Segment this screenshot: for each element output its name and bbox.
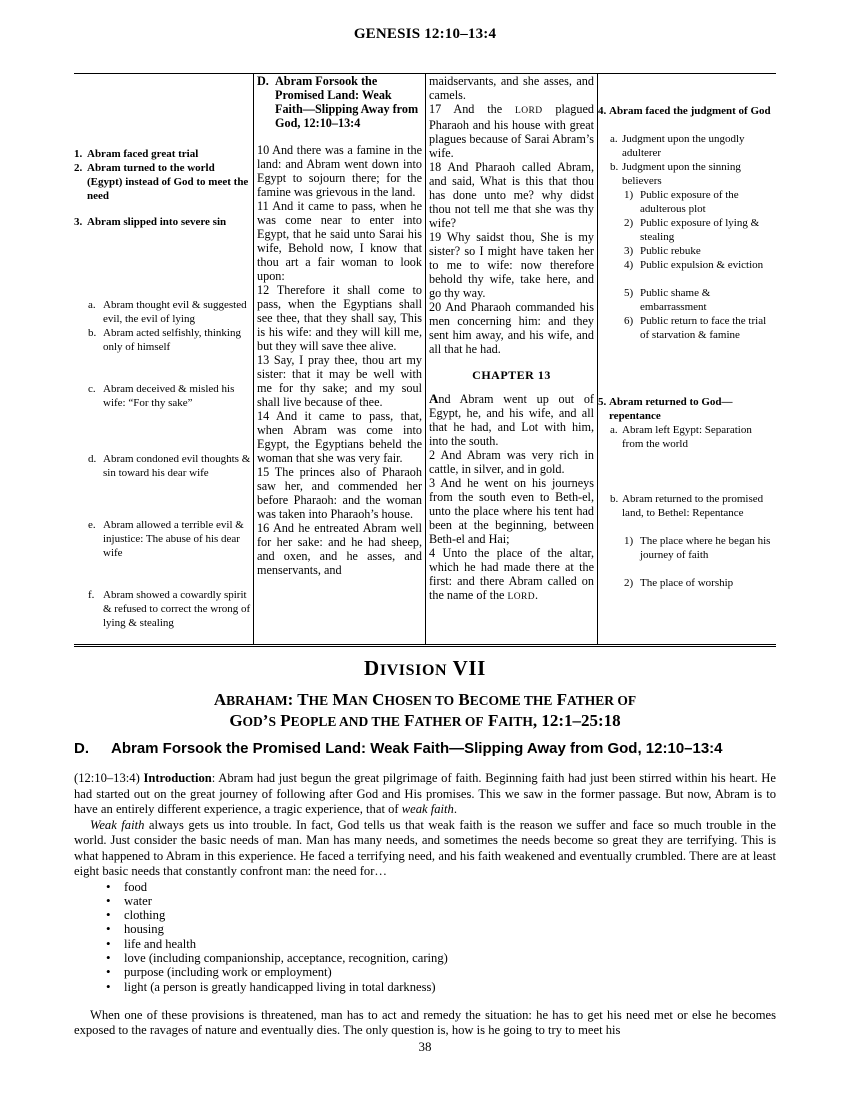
verse-13-1: And Abram went up out of Egypt, he, and his wife, and all that he had, and Lot with him, into the south. bbox=[429, 391, 594, 448]
title-segment: F bbox=[399, 711, 415, 730]
section-heading: D. Abram Forsook the Promised Land: Weak Faith—Slipping Away from God, 12:10–13:4 bbox=[74, 740, 723, 757]
outline-point-4b-1: 1) Public exposure of the adulterous plot bbox=[624, 189, 739, 215]
lord-smallcaps: LORD bbox=[515, 106, 543, 116]
lord-smallcaps: LORD bbox=[507, 592, 535, 602]
title-segment: AN bbox=[348, 693, 368, 708]
verse-13-3: 3 And he went on his journeys from the south even to Beth-el, unto the place where his tent had been at the beginning, between Beth-el and Hai; bbox=[429, 476, 594, 546]
scripture-column-1 bbox=[254, 74, 426, 644]
intro-paragraph: (12:10–13:4) Introduction: Abram had just begun the great pilgrimage of faith. Beginning faith had just been stirred within his heart. He had started out on the great journey of following after God and His promises. This we saw in the former passage. But now, Abram is to have an entirely different experience, a tragic experience, that of weak faith. bbox=[74, 771, 776, 816]
title-segment: : T bbox=[287, 690, 309, 709]
chapter-heading: CHAPTER 13 bbox=[472, 368, 551, 382]
verse-12-20: 20 And Pharaoh commanded his men concerning him: and they sent him away, and his wife, and all that he had. bbox=[429, 300, 594, 356]
scripture-column-2 bbox=[426, 74, 598, 644]
outline-point-5a: a. Abram left Egypt: Separation from the world bbox=[610, 424, 752, 450]
outline-point-2: 2. Abram turned to the world (Egypt) instead of God to meet the need bbox=[74, 162, 249, 202]
outline-point-5b: b. Abram returned to the promised land, to Bethel: Repentance bbox=[610, 493, 764, 519]
list-item: • purpose (including work or employment) bbox=[106, 965, 776, 979]
outline-column-left bbox=[74, 74, 254, 644]
scripture-section-heading: D. Abram Forsook the Promised Land: Weak Faith—Slipping Away from God, 12:10–13:4 bbox=[257, 74, 419, 130]
outline-subpoint-f: f. Abram showed a cowardly spirit & refused to correct the wrong of lying & stealing bbox=[88, 589, 251, 629]
list-item: • housing bbox=[106, 922, 776, 936]
outline-point-5b-1: 1) The place where he began his journey of faith bbox=[624, 535, 771, 561]
table-bottom-rule bbox=[74, 646, 776, 647]
list-item: • water bbox=[106, 894, 776, 908]
weak-faith-paragraph: Weak faith always gets us into trouble. In fact, God tells us that weak faith is the reason we suffer and face so much trouble in the world. Just consider the basic needs of man. Man has many needs, and sometimes the needs become so great they are terrifying. This is what happened to Abram in this experience. He faced a terrifying need, and his faith weakened and eventually crumbled. There are at least eight basic needs that constantly confront man: the need for… bbox=[74, 817, 776, 878]
title-segment: S bbox=[268, 714, 276, 729]
page-number: 38 bbox=[418, 1039, 432, 1054]
verse-12-11: 11 And it came to pass, when he was come near to enter into Egypt, that he said unto Sarai his wife, Behold now, I know that thou art a fair woman to look upon: bbox=[257, 199, 422, 283]
outline-point-4: 4. Abram faced the judgment of God bbox=[598, 105, 771, 117]
verse-12-14: 14 And it came to pass, that, when Abram was come into Egypt, the Egyptians beheld the woman that she was very fair. bbox=[257, 409, 422, 465]
outline-point-4b: b. Judgment upon the sinning believers bbox=[610, 161, 741, 187]
title-segment: F bbox=[552, 690, 567, 709]
title-segment: G bbox=[229, 711, 243, 730]
outline-subpoint-b: b. Abram acted selfishly, thinking only of himself bbox=[88, 327, 241, 353]
division-heading: DIVISION VII bbox=[364, 656, 486, 680]
title-segment: A bbox=[213, 690, 227, 709]
outline-subpoint-d: d. Abram condoned evil thoughts & sin toward his dear wife bbox=[88, 453, 251, 479]
verse-13-2: 2 And Abram was very rich in cattle, in silver, and in gold. bbox=[429, 448, 594, 476]
list-item: • life and health bbox=[106, 937, 776, 951]
title-segment: AITH bbox=[498, 714, 533, 729]
title-segment: ATHER OF bbox=[566, 693, 637, 708]
commentary-body bbox=[74, 771, 776, 1039]
title-segment: ECOME THE bbox=[469, 693, 553, 708]
outline-point-5: 5. Abram returned to God—repentance bbox=[598, 396, 733, 422]
title-segment: EOPLE AND THE bbox=[290, 714, 400, 729]
outline-point-1: 1. Abram faced great trial bbox=[74, 148, 199, 160]
outline-point-4b-5: 5) Public shame & embarrassment bbox=[624, 287, 711, 313]
verse-13-4: 4 Unto the place of the altar, which he had made there at the first: and there Abram called on the name of the LORD. bbox=[429, 546, 594, 602]
title-segment: ’ bbox=[262, 711, 269, 730]
main-title-line-2 bbox=[0, 711, 850, 732]
outline-point-3: 3. Abram slipped into severe sin bbox=[74, 216, 227, 228]
outline-subpoint-c: c. Abram deceived & misled his wife: “For thy sake” bbox=[88, 383, 235, 409]
title-segment: HOSEN TO bbox=[384, 693, 455, 708]
list-item: • clothing bbox=[106, 908, 776, 922]
verse-12-16: 16 And he entreated Abram well for her sake: and he had sheep, and oxen, and he asses, and menservants, and bbox=[257, 521, 422, 577]
title-segment: C bbox=[367, 690, 385, 709]
title-segment: B bbox=[454, 690, 470, 709]
verse-12-12: 12 Therefore it shall come to pass, when the Egyptians shall see thee, that they shall say, This is his wife: and they will kill me, but they will save thee alive. bbox=[257, 283, 422, 353]
verse-12-17: 17 And the LORD plagued Pharaoh and his house with great plagues because of Sarai Abram’s wife. bbox=[429, 102, 594, 160]
title-segment: F bbox=[483, 711, 499, 730]
four-column-table bbox=[74, 73, 776, 645]
closing-paragraph: When one of these provisions is threatened, man has to act and remedy the situation: he has to get his need met or else he becomes exposed to the ravages of nature and eventually dies. The only question is, how is he going to try to meet his bbox=[74, 1007, 776, 1038]
list-item: • light (a person is greatly handicapped living in total darkness) bbox=[106, 980, 776, 994]
title-segment: BRAHAM bbox=[226, 693, 288, 708]
verse-12-10: 10 And there was a famine in the land: and Abram went down into Egypt to sojourn there; for the famine was grievous in the land. bbox=[257, 143, 422, 199]
outline-subpoint-e: e. Abram allowed a terrible evil & injustice: The abuse of his dear wife bbox=[88, 519, 244, 559]
list-item: • food bbox=[106, 880, 776, 894]
title-segment: HE bbox=[308, 693, 329, 708]
needs-list bbox=[74, 880, 776, 994]
outline-point-4b-3: 3) Public rebuke bbox=[624, 245, 701, 257]
verse-12-13: 13 Say, I pray thee, thou art my sister: that it may be well with me for thy sake; and my soul shall live because of thee. bbox=[257, 353, 422, 409]
main-title-line-1 bbox=[0, 690, 850, 711]
title-segment: , 12:1–25:18 bbox=[532, 711, 621, 730]
outline-point-5b-2: 2) The place of worship bbox=[624, 577, 734, 589]
outline-point-4a: a. Judgment upon the ungodly adulterer bbox=[610, 133, 745, 159]
verse-12-19: 19 Why saidst thou, She is my sister? so I might have taken her to me to wife: now therefore behold thy wife, take here, and go thy way. bbox=[429, 230, 594, 300]
outline-point-4b-4: 4) Public expulsion & eviction bbox=[624, 259, 764, 271]
main-title bbox=[0, 690, 850, 732]
outline-point-4b-2: 2) Public exposure of lying & stealing bbox=[624, 217, 760, 243]
title-segment: ATHER OF bbox=[414, 714, 484, 729]
outline-point-4b-6: 6) Public return to face the trial of starvation & famine bbox=[624, 315, 767, 341]
verse-12-15: 15 The princes also of Pharaoh saw her, and commended her before Pharaoh: and the woman was taken into Pharaoh’s house. bbox=[257, 465, 422, 521]
verse-12-16-cont: maidservants, and she asses, and camels. bbox=[429, 74, 594, 102]
title-segment: M bbox=[328, 690, 349, 709]
verse-12-18: 18 And Pharaoh called Abram, and said, What is this that thou has done unto me? why didst thou not tell me that she was thy wife? bbox=[429, 160, 594, 230]
outline-column-right bbox=[598, 74, 776, 644]
list-item: • love (including companionship, acceptance, recognition, caring) bbox=[106, 951, 776, 965]
running-head: GENESIS 12:10–13:4 bbox=[353, 26, 497, 42]
title-segment: OD bbox=[242, 714, 263, 729]
title-segment: P bbox=[275, 711, 291, 730]
outline-subpoint-a: a. Abram thought evil & suggested evil, the evil of lying bbox=[88, 299, 247, 325]
